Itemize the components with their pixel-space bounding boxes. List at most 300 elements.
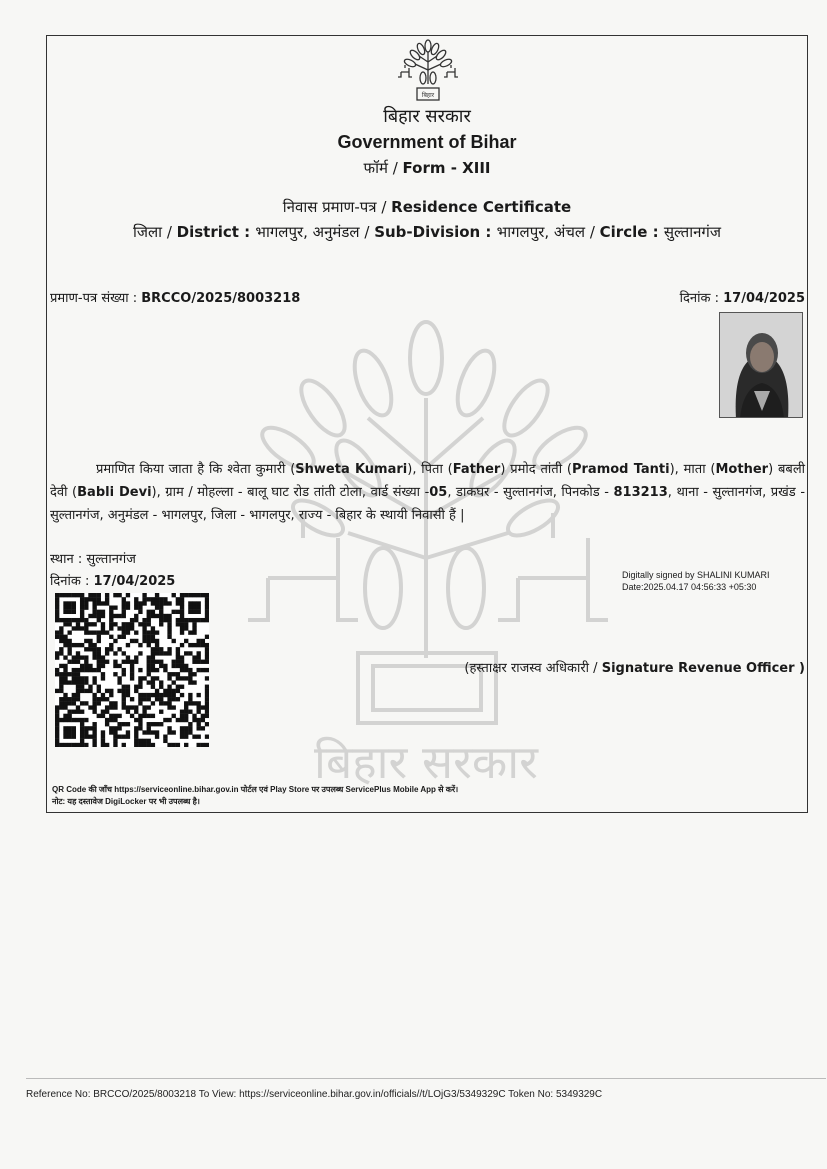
qr-module <box>205 651 209 655</box>
qr-module <box>92 693 96 697</box>
qr-module <box>88 705 92 709</box>
qr-module <box>67 630 71 634</box>
qr-module <box>101 676 105 680</box>
qr-module <box>192 622 196 626</box>
qr-module <box>109 635 113 639</box>
qr-module <box>72 735 76 739</box>
qr-module <box>72 697 76 701</box>
qr-module <box>134 597 138 601</box>
qr-module <box>134 726 138 730</box>
qr-module <box>113 651 117 655</box>
qr-module <box>117 689 121 693</box>
qr-module <box>55 718 59 722</box>
qr-module <box>176 610 180 614</box>
qr-module <box>205 714 209 718</box>
qr-module <box>55 689 59 693</box>
qr-module <box>176 664 180 668</box>
qr-module <box>122 597 126 601</box>
qr-module <box>205 689 209 693</box>
qr-module <box>197 668 201 672</box>
qr-module <box>80 722 84 726</box>
qr-module <box>105 722 109 726</box>
qr-module <box>122 743 126 747</box>
digital-signature <box>622 569 770 593</box>
qr-module <box>88 689 92 693</box>
qr-module <box>142 730 146 734</box>
qr-module <box>105 601 109 605</box>
qr-module <box>201 743 205 747</box>
qr-module <box>122 697 126 701</box>
qr-module <box>205 597 209 601</box>
qr-module <box>59 701 63 705</box>
qr-module <box>172 693 176 697</box>
qr-module <box>55 710 59 714</box>
qr-module <box>138 718 142 722</box>
cert-english: Residence Certificate <box>391 198 572 216</box>
qr-module <box>122 672 126 676</box>
qr-module <box>72 593 76 597</box>
qr-module <box>197 593 201 597</box>
qr-module <box>184 730 188 734</box>
qr-module <box>76 668 80 672</box>
qr-module <box>126 730 130 734</box>
qr-module <box>172 697 176 701</box>
qr-module <box>55 668 59 672</box>
qr-module <box>151 722 155 726</box>
qr-module <box>147 655 151 659</box>
qr-module <box>142 697 146 701</box>
qr-module <box>172 705 176 709</box>
qr-module <box>55 735 59 739</box>
qr-module <box>197 643 201 647</box>
qr-module <box>55 593 59 597</box>
qr-module <box>184 626 188 630</box>
qr-module <box>101 672 105 676</box>
qr-module <box>151 685 155 689</box>
qr-module <box>142 693 146 697</box>
qr-module <box>80 605 84 609</box>
qr-module <box>159 693 163 697</box>
qr-module <box>142 743 146 747</box>
qr-module <box>122 693 126 697</box>
qr-module <box>159 660 163 664</box>
person-photo-icon <box>720 313 803 418</box>
qr-module <box>72 643 76 647</box>
qr-module <box>92 743 96 747</box>
qr-module <box>180 593 184 597</box>
place-date-label: दिनांक : <box>50 574 94 589</box>
qr-module <box>138 676 142 680</box>
qr-module <box>188 668 192 672</box>
qr-module <box>76 618 80 622</box>
qr-module <box>142 710 146 714</box>
qr-module <box>55 726 59 730</box>
qr-module <box>192 714 196 718</box>
qr-module <box>188 726 192 730</box>
qr-module <box>122 668 126 672</box>
qr-module <box>72 601 76 605</box>
watermark-text: बिहार सरकार <box>314 735 538 788</box>
qr-module <box>138 610 142 614</box>
qr-module <box>167 614 171 618</box>
qr-module <box>63 643 67 647</box>
subdivision-en: Sub-Division : <box>374 223 497 241</box>
qr-module <box>101 693 105 697</box>
qr-module <box>184 705 188 709</box>
qr-module <box>67 647 71 651</box>
qr-module <box>97 701 101 705</box>
district-en: District : <box>176 223 256 241</box>
qr-module <box>151 664 155 668</box>
qr-module <box>172 689 176 693</box>
qr-module <box>109 726 113 730</box>
qr-module <box>117 735 121 739</box>
qr-module <box>180 610 184 614</box>
qr-module <box>92 722 96 726</box>
qr-module <box>97 614 101 618</box>
qr-module <box>159 697 163 701</box>
qr-module <box>55 743 59 747</box>
form-label: Form - XIII <box>402 159 491 177</box>
qr-module <box>92 630 96 634</box>
qr-module <box>147 726 151 730</box>
qr-module <box>155 668 159 672</box>
qr-module <box>55 651 59 655</box>
qr-module <box>138 622 142 626</box>
qr-module <box>55 672 59 676</box>
body-text-part: ) बबली देवी ( <box>50 462 805 500</box>
qr-module <box>188 672 192 676</box>
qr-code-icon[interactable] <box>55 593 209 747</box>
qr-module <box>55 635 59 639</box>
qr-module <box>92 676 96 680</box>
qr-module <box>55 655 59 659</box>
qr-module <box>97 647 101 651</box>
qr-module <box>192 672 196 676</box>
qr-module <box>205 614 209 618</box>
qr-module <box>80 680 84 684</box>
qr-module <box>197 639 201 643</box>
qr-module <box>184 668 188 672</box>
emblem-text: बिहार <box>421 92 435 99</box>
qr-module <box>67 718 71 722</box>
qr-module <box>126 693 130 697</box>
qr-module <box>205 701 209 705</box>
qr-module <box>76 676 80 680</box>
qr-module <box>59 743 63 747</box>
qr-module <box>205 676 209 680</box>
qr-module <box>130 705 134 709</box>
qr-module <box>126 622 130 626</box>
qr-module <box>80 655 84 659</box>
qr-module <box>122 630 126 634</box>
qr-module <box>63 701 67 705</box>
qr-module <box>122 651 126 655</box>
qr-module <box>67 610 71 614</box>
qr-module <box>205 605 209 609</box>
qr-module <box>80 735 84 739</box>
qr-module <box>159 614 163 618</box>
qr-module <box>105 630 109 634</box>
qr-module <box>197 610 201 614</box>
qr-module <box>134 614 138 618</box>
qr-module <box>63 664 67 668</box>
qr-module <box>84 743 88 747</box>
qr-module <box>113 664 117 668</box>
qr-module <box>113 672 117 676</box>
body-text-part: ), माता ( <box>669 462 716 477</box>
qr-module <box>113 593 117 597</box>
qr-module <box>67 743 71 747</box>
qr-module <box>134 655 138 659</box>
qr-module <box>63 743 67 747</box>
qr-module <box>172 680 176 684</box>
footer-reference: Reference No: BRCCO/2025/8003218 To View: https://serviceonline.bihar.gov.in/officials//t/LOjG3/5349329C Token No: 5349329C <box>26 1089 603 1100</box>
qr-module <box>197 705 201 709</box>
qr-module <box>101 664 105 668</box>
qr-module <box>97 639 101 643</box>
qr-module <box>192 630 196 634</box>
qr-module <box>138 701 142 705</box>
qr-module <box>172 660 176 664</box>
place-date-line <box>50 571 175 589</box>
qr-module <box>147 660 151 664</box>
qr-module <box>155 689 159 693</box>
qr-module <box>138 668 142 672</box>
qr-module <box>88 630 92 634</box>
qr-module <box>67 639 71 643</box>
qr-module <box>63 668 67 672</box>
qr-module <box>126 705 130 709</box>
qr-module <box>192 735 196 739</box>
qr-module <box>155 614 159 618</box>
qr-module <box>142 622 146 626</box>
qr-module <box>180 668 184 672</box>
qr-module <box>159 601 163 605</box>
qr-module <box>180 614 184 618</box>
qr-module <box>76 743 80 747</box>
qr-module <box>184 710 188 714</box>
qr-module <box>147 643 151 647</box>
qr-module <box>197 651 201 655</box>
qr-module <box>92 655 96 659</box>
qr-module <box>201 639 205 643</box>
qr-module <box>142 705 146 709</box>
qr-module <box>55 605 59 609</box>
qr-module <box>130 714 134 718</box>
qr-module <box>197 735 201 739</box>
qr-module <box>138 693 142 697</box>
qr-module <box>205 693 209 697</box>
qr-module <box>151 730 155 734</box>
qr-module <box>176 601 180 605</box>
qr-module <box>147 622 151 626</box>
qr-module <box>88 668 92 672</box>
qr-module <box>188 618 192 622</box>
qr-module <box>205 710 209 714</box>
qr-module <box>197 605 201 609</box>
qr-module <box>155 605 159 609</box>
cert-hindi: निवास प्रमाण-पत्र / <box>282 198 392 216</box>
qr-module <box>97 597 101 601</box>
qr-module <box>117 647 121 651</box>
qr-module <box>197 710 201 714</box>
qr-module <box>151 647 155 651</box>
qr-module <box>59 635 63 639</box>
qr-module <box>205 705 209 709</box>
qr-module <box>113 705 117 709</box>
qr-module <box>67 643 71 647</box>
qr-module <box>201 593 205 597</box>
qr-module <box>205 735 209 739</box>
qr-module <box>167 647 171 651</box>
qr-module <box>67 593 71 597</box>
qr-module <box>76 672 80 676</box>
body-text-part: ) प्रमोद तांती ( <box>500 462 572 477</box>
qr-module <box>126 630 130 634</box>
qr-module <box>84 664 88 668</box>
qr-module <box>84 655 88 659</box>
qr-module <box>167 726 171 730</box>
qr-module <box>105 660 109 664</box>
qr-module <box>67 601 71 605</box>
qr-module <box>167 622 171 626</box>
qr-module <box>72 676 76 680</box>
qr-module <box>63 655 67 659</box>
qr-module <box>92 730 96 734</box>
qr-module <box>147 635 151 639</box>
qr-module <box>117 593 121 597</box>
qr-module <box>92 697 96 701</box>
qr-module <box>97 593 101 597</box>
qr-module <box>205 697 209 701</box>
qr-module <box>109 689 113 693</box>
certificate-number <box>50 288 300 306</box>
form-number <box>46 158 808 178</box>
qr-module <box>122 722 126 726</box>
qr-module <box>97 714 101 718</box>
issue-date-label: दिनांक : <box>679 291 724 306</box>
qr-module <box>92 614 96 618</box>
qr-module <box>126 722 130 726</box>
qr-module <box>205 618 209 622</box>
qr-module <box>134 735 138 739</box>
qr-module <box>59 651 63 655</box>
qr-module <box>163 689 167 693</box>
qr-module <box>105 647 109 651</box>
qr-module <box>92 597 96 601</box>
qr-module <box>138 685 142 689</box>
qr-module <box>184 664 188 668</box>
qr-module <box>151 614 155 618</box>
mother-name-en: Babli Devi <box>77 485 152 500</box>
qr-module <box>80 743 84 747</box>
qr-module <box>205 722 209 726</box>
qr-module <box>176 672 180 676</box>
header-hindi-title: बिहार सरकार <box>383 106 471 127</box>
qr-module <box>172 639 176 643</box>
qr-module <box>151 680 155 684</box>
qr-module <box>192 593 196 597</box>
qr-module <box>59 672 63 676</box>
place-line <box>50 549 136 567</box>
qr-module <box>188 693 192 697</box>
qr-module <box>138 697 142 701</box>
qr-module <box>122 685 126 689</box>
qr-module <box>55 730 59 734</box>
qr-module <box>184 651 188 655</box>
qr-module <box>101 622 105 626</box>
qr-module <box>176 651 180 655</box>
qr-module <box>80 676 84 680</box>
qr-module <box>142 597 146 601</box>
qr-module <box>130 676 134 680</box>
qr-module <box>188 610 192 614</box>
qr-module <box>180 735 184 739</box>
qr-module <box>201 714 205 718</box>
qr-module <box>113 660 117 664</box>
qr-module <box>97 601 101 605</box>
qr-module <box>109 714 113 718</box>
qr-module <box>101 630 105 634</box>
qr-module <box>155 730 159 734</box>
qr-module <box>113 639 117 643</box>
qr-module <box>80 601 84 605</box>
qr-module <box>163 739 167 743</box>
qr-module <box>88 614 92 618</box>
qr-module <box>172 593 176 597</box>
qr-module <box>134 605 138 609</box>
qr-module <box>188 730 192 734</box>
qr-module <box>197 693 201 697</box>
qr-module <box>142 593 146 597</box>
qr-module <box>134 689 138 693</box>
qr-module <box>163 664 167 668</box>
signature-english: Signature Revenue Officer ) <box>601 661 805 676</box>
qr-module <box>80 626 84 630</box>
qr-module <box>80 597 84 601</box>
qr-module <box>72 672 76 676</box>
qr-module <box>63 726 67 730</box>
qr-module <box>80 668 84 672</box>
qr-module <box>126 605 130 609</box>
qr-module <box>88 726 92 730</box>
qr-module <box>55 739 59 743</box>
qr-module <box>147 714 151 718</box>
qr-module <box>134 630 138 634</box>
qr-module <box>188 701 192 705</box>
qr-module <box>113 714 117 718</box>
qr-module <box>84 626 88 630</box>
qr-module <box>122 626 126 630</box>
qr-module <box>192 618 196 622</box>
qr-module <box>176 676 180 680</box>
body-text-part: , डाकघर - सुल्तानगंज, पिनकोड - <box>447 485 614 500</box>
qr-module <box>59 718 63 722</box>
bihar-emblem-icon <box>395 38 461 104</box>
qr-module <box>180 597 184 601</box>
qr-module <box>197 726 201 730</box>
qr-module <box>84 668 88 672</box>
qr-module <box>84 726 88 730</box>
qr-module <box>105 743 109 747</box>
qr-module <box>63 601 67 605</box>
qr-module <box>155 651 159 655</box>
qr-module <box>147 672 151 676</box>
qr-module <box>201 643 205 647</box>
qr-module <box>151 639 155 643</box>
qr-module <box>72 730 76 734</box>
